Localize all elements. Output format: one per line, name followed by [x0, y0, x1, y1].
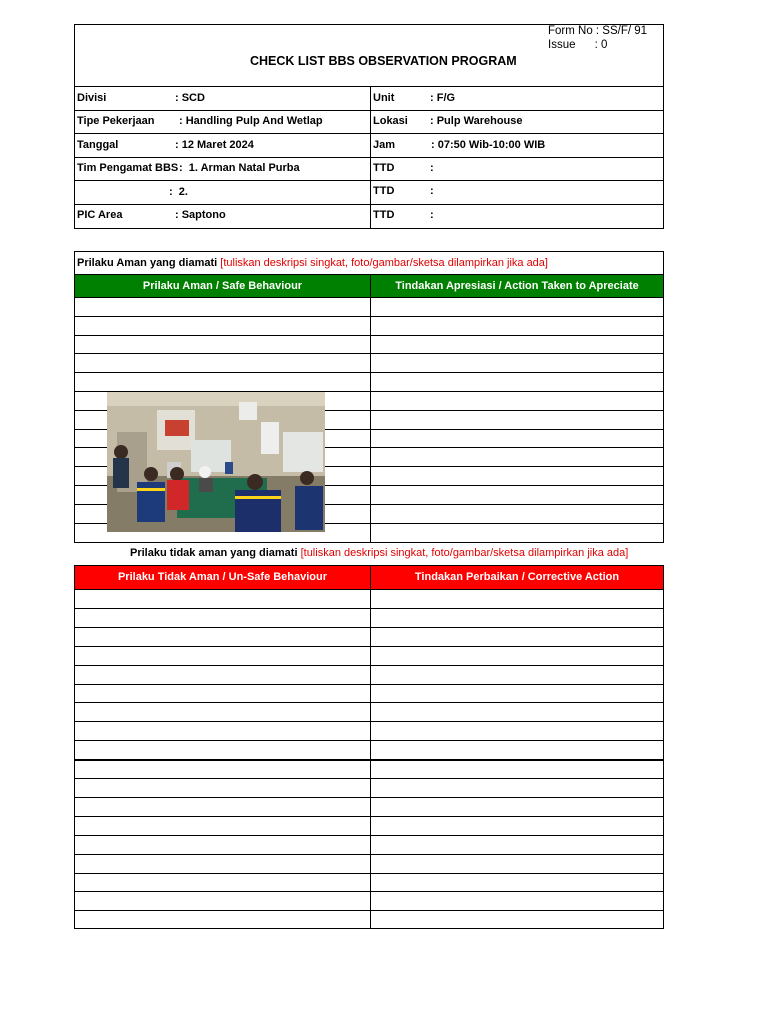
table-row-line	[74, 627, 664, 628]
tim-pengamat-label: Tim Pengamat BBS	[77, 162, 179, 174]
row-divider-thick	[74, 759, 664, 761]
table-row-line	[74, 646, 664, 647]
column-divider	[370, 274, 371, 543]
row-divider	[74, 204, 664, 205]
table-row-line	[74, 816, 664, 817]
form-number: Form No : SS/F/ 91	[548, 25, 648, 37]
row-divider	[74, 86, 664, 87]
tipe-pekerjaan-label: Tipe Pekerjaan	[77, 115, 155, 127]
safe-heading-text: Prilaku Aman yang diamati	[77, 257, 218, 269]
row-divider	[74, 110, 664, 111]
table-row-line	[74, 740, 664, 741]
unsafe-heading-text: Prilaku tidak aman yang diamati	[130, 547, 298, 559]
row-divider	[74, 297, 664, 298]
tanggal-label: Tanggal	[77, 139, 119, 151]
row-divider	[74, 274, 664, 275]
tipe-pekerjaan-value: : Handling Pulp And Wetlap	[179, 115, 323, 127]
action-taken-column-header: Tindakan Apresiasi / Action Taken to Apreciate	[395, 280, 639, 292]
table-row-line	[74, 335, 664, 336]
column-divider	[370, 565, 371, 929]
pic-area-label: PIC Area	[77, 209, 123, 221]
divisi-label: Divisi	[77, 92, 107, 104]
ttd-label: TTD	[373, 185, 395, 197]
observation-photo	[107, 392, 325, 532]
table-row-line	[74, 372, 664, 373]
table-row-line	[74, 778, 664, 779]
unsafe-behaviour-section	[74, 565, 664, 929]
row-divider	[74, 133, 664, 134]
lokasi-value: : Pulp Warehouse	[430, 115, 523, 127]
lokasi-label: Lokasi	[373, 115, 408, 127]
unsafe-heading-note: [tuliskan deskripsi singkat, foto/gambar/sketsa dilampirkan jika ada]	[300, 547, 629, 559]
safe-behaviour-column-header: Prilaku Aman / Safe Behaviour	[142, 280, 303, 292]
table-row-line	[74, 873, 664, 874]
row-divider	[74, 180, 664, 181]
ttd-value: :	[430, 209, 434, 221]
form-issue: Issue : 0	[548, 39, 608, 51]
unit-value: : F/G	[430, 92, 456, 104]
ttd-value: :	[430, 185, 434, 197]
jam-value: : 07:50 Wib-10:00 WIB	[431, 139, 546, 151]
table-row-line	[74, 721, 664, 722]
table-row-line	[74, 854, 664, 855]
unsafe-section-heading	[130, 546, 628, 560]
table-row-line	[74, 910, 664, 911]
jam-label: Jam	[373, 139, 396, 151]
observation-photo-image	[107, 392, 325, 532]
table-row-line	[74, 797, 664, 798]
table-row-line	[74, 684, 664, 685]
pic-area-value: : Saptono	[175, 209, 226, 221]
ttd-value: :	[430, 162, 434, 174]
table-row-line	[74, 608, 664, 609]
table-row-line	[74, 316, 664, 317]
unsafe-behaviour-column-header: Prilaku Tidak Aman / Un-Safe Behaviour	[117, 571, 328, 583]
table-row-line	[74, 665, 664, 666]
corrective-action-column-header: Tindakan Perbaikan / Corrective Action	[414, 571, 620, 583]
safe-heading-note: [tuliskan deskripsi singkat, foto/gambar/sketsa dilampirkan jika ada]	[220, 257, 548, 269]
ttd-label: TTD	[373, 162, 395, 174]
table-row-line	[74, 891, 664, 892]
form-title: CHECK LIST BBS OBSERVATION PROGRAM	[250, 54, 517, 68]
table-row-line	[74, 702, 664, 703]
table-row-line	[74, 835, 664, 836]
safe-section-heading	[77, 256, 548, 270]
column-divider	[370, 86, 371, 229]
unit-label: Unit	[373, 92, 395, 104]
table-row-line	[74, 353, 664, 354]
tim-pengamat-2-value: : 2.	[169, 186, 188, 198]
tim-pengamat-value: : 1. Arman Natal Purba	[179, 162, 300, 174]
row-divider	[74, 157, 664, 158]
tanggal-value: : 12 Maret 2024	[175, 139, 254, 151]
ttd-label: TTD	[373, 209, 395, 221]
row-divider	[74, 589, 664, 590]
divisi-value: : SCD	[175, 92, 205, 104]
